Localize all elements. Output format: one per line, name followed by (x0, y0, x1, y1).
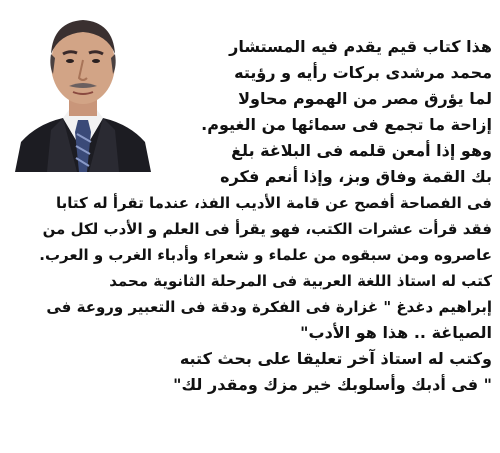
article-line-2: محمد مرشدى بركات رأيه و رؤيته (234, 63, 492, 82)
article-line-12: الصياغة .. هذا هو الأدب" (300, 323, 492, 342)
article-line-4: إزاحة ما تجمع فى سمائها من الغيوم. (201, 115, 492, 134)
article-line-6: بك القمة وفاق وبز، وإذا أنعم فكره (220, 167, 492, 186)
article-line-13: وكتب له استاذ آخر تعليقا على بحث كتبه (179, 349, 492, 368)
article-line-11: إبراهيم دغدغ " غزارة فى الفكرة ودقة فى التعبير وروعة فى (46, 298, 492, 316)
article-line-8: فقد قرأت عشرات الكتب، فهو يقرأ فى العلم و الأدب لكل من (42, 220, 492, 238)
article-line-9: عاصروه ومن سبقوه من علماء و شعراء وأدباء الغرب و العرب. (39, 246, 492, 264)
article-line-14: " فى أدبك وأسلوبك خير مزك ومقدر لك" (173, 375, 492, 394)
article-line-10: كتب له استاذ اللغة العربية فى المرحلة الثانوية محمد (109, 272, 492, 290)
article-line-3: لما يؤرق مصر من الهموم محاولا (238, 89, 492, 108)
article-line-7: فى الفصاحة أفصح عن قامة الأديب الفذ، عندما تقرأ له كتابا (55, 194, 492, 212)
author-photo (7, 2, 159, 172)
article-line-5: وهو إذا أمعن قلمه فى البلاغة بلغ (231, 141, 492, 160)
article-line-1: هذا كتاب قيم يقدم فيه المستشار (229, 37, 492, 56)
